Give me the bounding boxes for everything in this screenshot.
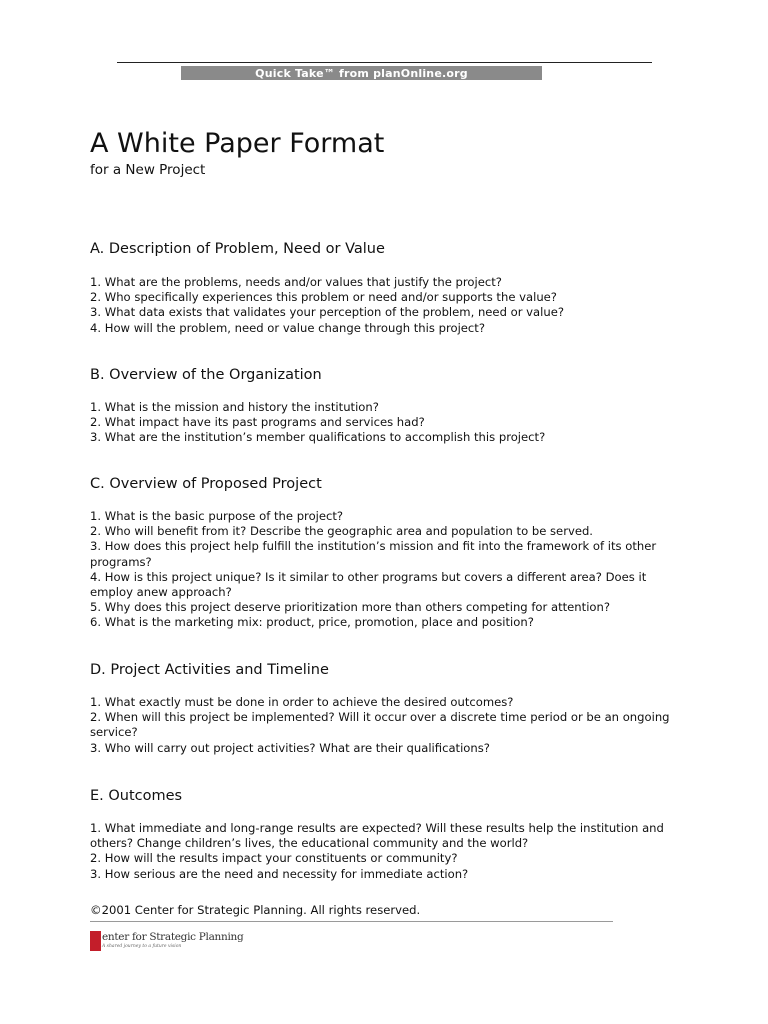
section-heading: D. Project Activities and Timeline [90, 662, 329, 678]
question-list [90, 509, 680, 631]
section-organization [90, 366, 680, 446]
question-list [90, 695, 680, 756]
question-item: 1. What is the mission and history the institution? [90, 400, 379, 414]
section-heading: E. Outcomes [90, 788, 183, 804]
question-item: 5. Why does this project deserve prioritization more than others competing for attention? [90, 600, 611, 615]
logo-tagline: A shared journey to a future vision [102, 944, 182, 949]
footer-divider [90, 921, 613, 922]
logo-c-icon [90, 931, 101, 951]
question-item: 3. What are the institution’s member qualifications to accomplish this project? [90, 430, 546, 445]
page-subtitle: for a New Project [90, 162, 206, 178]
question-item: 2. What impact have its past programs and services had? [90, 415, 425, 430]
logo-name: enter for Strategic Planning [102, 931, 244, 943]
question-item: 4. How will the problem, need or value change through this project? [90, 320, 485, 335]
section-heading: A. Description of Problem, Need or Value [90, 241, 385, 257]
page-title: A White Paper Format [90, 128, 385, 159]
question-item: 2. How will the results impact your constituents or community? [90, 851, 458, 866]
question-item: 2. When will this project be implemented? Will it occur over a discrete time period or be an ongoing service? [90, 710, 670, 740]
question-item: 3. How does this project help fulfill the institution’s mission and fit into the framework of its other programs? [90, 539, 657, 569]
question-item: 3. How serious are the need and necessity for immediate action? [90, 866, 469, 881]
question-item: 3. What data exists that validates your perception of the problem, need or value? [90, 305, 564, 320]
section-proposed-project [90, 475, 680, 631]
top-divider [117, 62, 652, 63]
organization-logo [90, 931, 244, 951]
question-item: 1. What immediate and long-range results are expected? Will these results help the institution and others? Change children’s lives, the educational community and the world? [90, 821, 664, 851]
section-heading: B. Overview of the Organization [90, 367, 322, 383]
question-list [90, 275, 680, 336]
question-item: 6. What is the marketing mix: product, price, promotion, place and position? [90, 615, 534, 630]
question-item: 1. What exactly must be done in order to achieve the desired outcomes? [90, 695, 514, 709]
section-outcomes [90, 787, 680, 882]
question-item: 3. Who will carry out project activities? What are their qualifications? [90, 740, 490, 755]
section-problem [90, 240, 680, 336]
header-banner: Quick Take™ from planOnline.org [181, 66, 542, 80]
section-heading: C. Overview of Proposed Project [90, 476, 322, 492]
copyright-notice: ©2001 Center for Strategic Planning. All rights reserved. [90, 903, 421, 917]
question-list [90, 400, 680, 446]
question-item: 2. Who will benefit from it? Describe the geographic area and population to be served. [90, 524, 593, 539]
question-item: 1. What are the problems, needs and/or values that justify the project? [90, 275, 502, 289]
section-activities-timeline [90, 661, 680, 756]
question-item: 1. What is the basic purpose of the project? [90, 509, 344, 523]
question-item: 2. Who specifically experiences this problem or need and/or supports the value? [90, 290, 557, 305]
question-list [90, 821, 680, 882]
question-item: 4. How is this project unique? Is it similar to other programs but covers a different area? Does it employ anew approach? [90, 569, 647, 600]
